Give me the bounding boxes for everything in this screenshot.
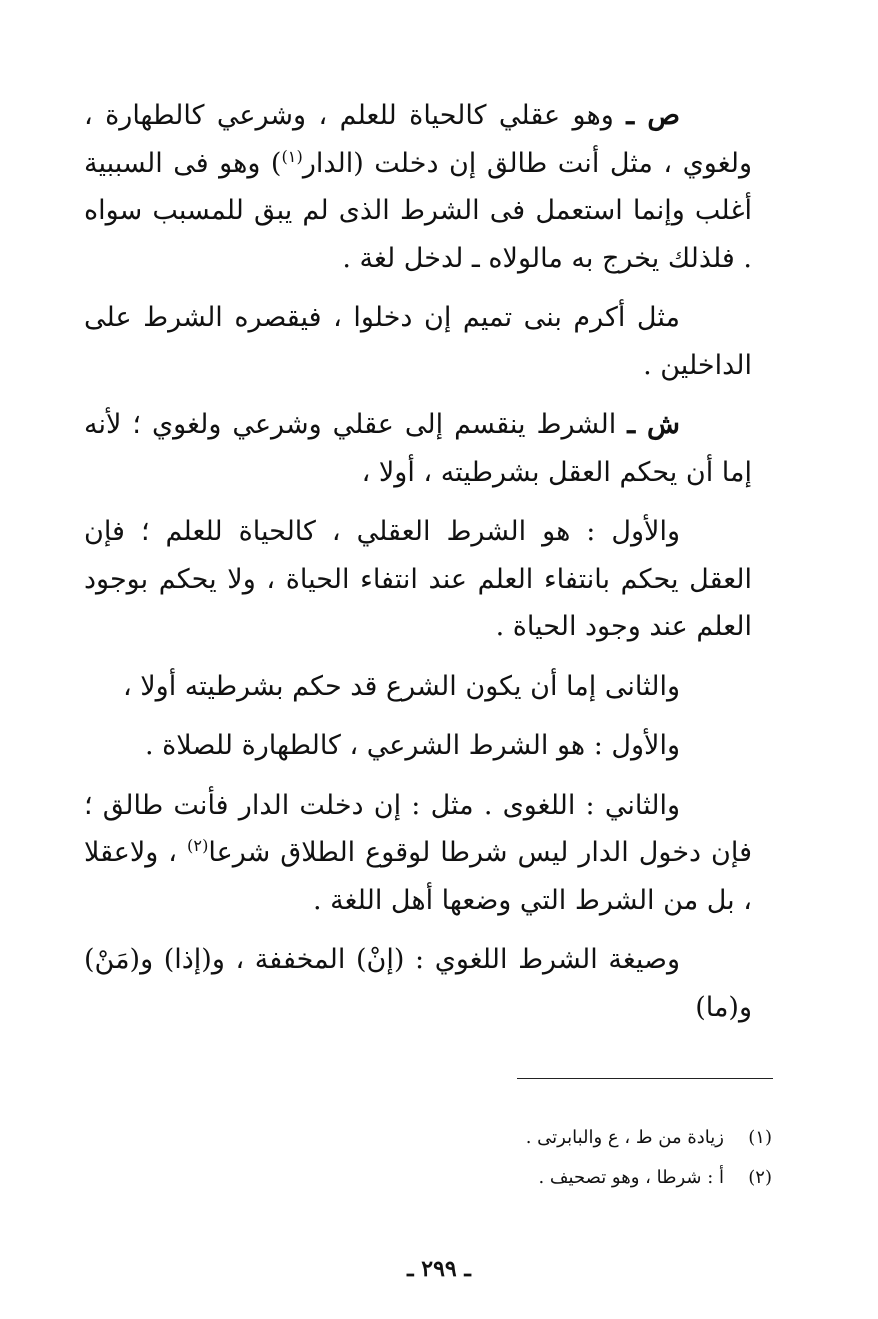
paragraph-1 xyxy=(84,92,752,282)
paragraph-text: الشرط ينقسم إلى عقلي وشرعي ولغوي ؛ لأنه إما أن يحكم العقل بشرطيته ، أولا ، xyxy=(84,409,752,488)
paragraph-8: وصيغة الشرط اللغوي : (إنْ) المخففة ، و(إذا) و(مَنْ) و(ما) xyxy=(84,944,752,1023)
section-marker: ص ـ xyxy=(626,100,680,131)
section-marker: ش ـ xyxy=(627,409,680,440)
paragraph-3 xyxy=(84,401,752,496)
paragraph-text: وهو عقلي كالحياة للعلم ، وشرعي كالطهارة ، ولغوي ، مثل أنت طالق إن دخلت (الدار xyxy=(84,100,752,179)
footnote-divider xyxy=(517,1078,773,1079)
footnote-ref: (١) xyxy=(281,146,303,166)
footnote-number: (٢) xyxy=(748,1167,772,1188)
paragraph-text-tail: ) وهو فى السببية أغلب وإنما استعمل فى الشرط الذى لم يبق للمسبب سواه . فلذلك يخرج به مالولاه ـ لدخل لغة . xyxy=(84,147,752,274)
paragraph-4: والأول : هو الشرط العقلي ، كالحياة للعلم ؛ فإن العقل يحكم بانتفاء العلم عند انتفاء الحياة ، ولا يحكم بوجود العلم عند وجود الحياة . xyxy=(84,516,752,642)
paragraph-5: والثانى إما أن يكون الشرع قد حكم بشرطيته أولا ، xyxy=(122,670,680,702)
paragraph-text: والثاني : اللغوى . مثل : إن دخلت الدار فأنت طالق ؛ فإن دخول الدار ليس شرطا لوقوع الطلاق شرعا xyxy=(84,789,752,868)
main-text xyxy=(84,92,752,1043)
paragraph-7 xyxy=(84,782,752,925)
footnote-number: (١) xyxy=(748,1127,772,1148)
footnote-text: أ : شرطا ، وهو تصحيف . xyxy=(538,1167,724,1188)
paragraph-text-tail: ، ولاعقلا ، بل من الشرط التي وضعها أهل اللغة . xyxy=(84,837,752,916)
paragraph-2: مثل أكرم بنى تميم إن دخلوا ، فيقصره الشرط على الداخلين . xyxy=(84,302,752,381)
footnote-2 xyxy=(300,1158,772,1198)
footnote-text: زيادة من ط ، ع والبابرتى . xyxy=(525,1127,724,1148)
footnote-1 xyxy=(300,1118,772,1158)
page-number: ـ ٢٩٩ ـ xyxy=(407,1256,471,1282)
footnote-ref: (٢) xyxy=(187,836,209,855)
paragraph-6: والأول : هو الشرط الشرعي ، كالطهارة للصلاة . xyxy=(145,730,680,761)
footnotes xyxy=(300,1118,772,1198)
